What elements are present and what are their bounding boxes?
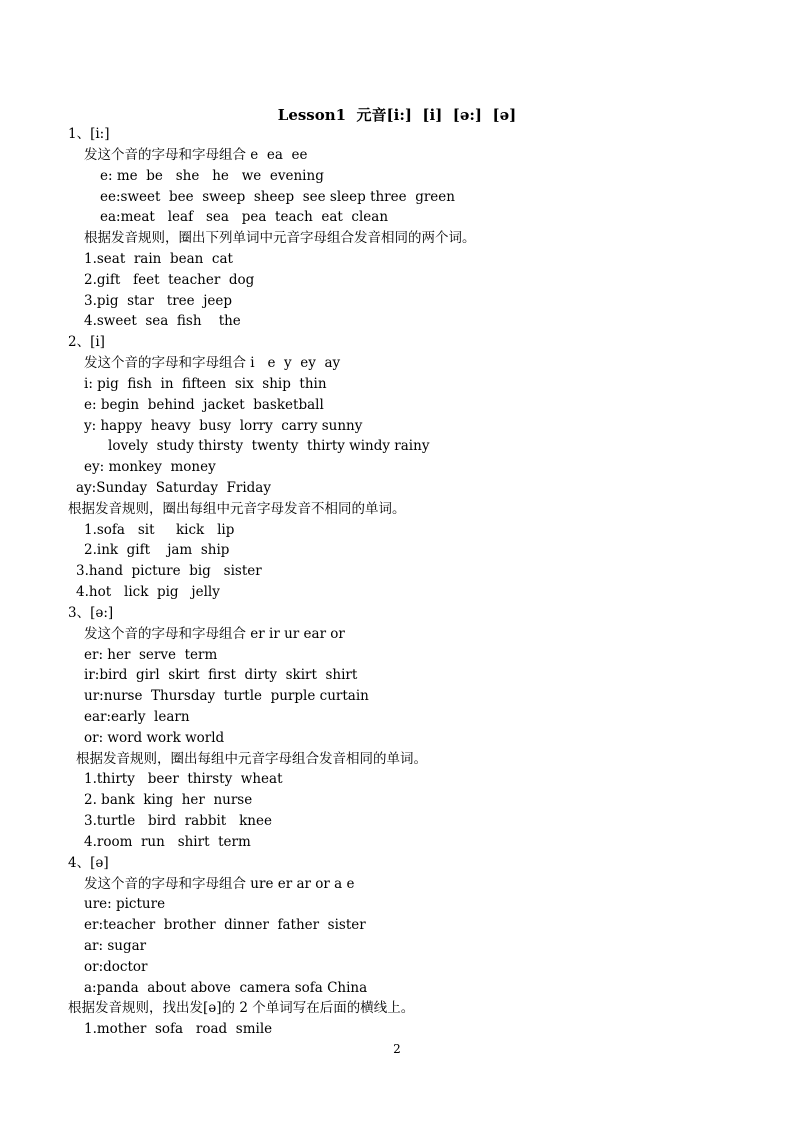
text-line: 1.seat rain bean cat [84, 250, 233, 267]
text-line: er:teacher brother dinner father sister [84, 917, 366, 934]
text-line: e: me be she he we evening [100, 167, 324, 184]
text-line: 2. bank king her nurse [84, 792, 253, 809]
text-line: 发这个音的字母和字母组合 ure er ar or a e [84, 875, 355, 892]
text-line: or: word work world [84, 729, 225, 746]
text-line: 3.hand picture big sister [76, 563, 262, 580]
text-line: ur:nurse Thursday turtle purple curtain [84, 688, 369, 705]
text-line: 3、[ə:] [68, 604, 114, 621]
text-line: 发这个音的字母和字母组合 er ir ur ear or [84, 625, 345, 642]
text-line: y: happy heavy busy lorry carry sunny [84, 417, 363, 434]
text-line: 根据发音规则，圈出每组中元音字母发音不相同的单词。 [68, 500, 406, 517]
lesson-title: Lesson1 元音[i:] [i] [ə:] [ə] [277, 106, 517, 124]
text-line: a:panda about above camera sofa China [84, 979, 368, 996]
text-line: 1、[i:] [68, 126, 110, 142]
text-line: ir:bird girl skirt first dirty skirt shirt [84, 667, 358, 684]
text-line: ear:early learn [84, 709, 190, 725]
text-line: 2.ink gift jam ship [84, 542, 230, 559]
text-line: ey: monkey money [84, 459, 216, 476]
text-line: lovely study thirsty twenty thirty windy rainy [108, 438, 430, 455]
text-line: 4.sweet sea fish the [84, 313, 241, 330]
text-line: er: her serve term [84, 646, 218, 663]
text-line: 根据发音规则，圈出每组中元音字母组合发音相同的单词。 [76, 750, 427, 767]
text-line: 发这个音的字母和字母组合 i e y ey ay [84, 355, 341, 371]
text-line: ay:Sunday Saturday Friday [76, 479, 271, 496]
text-line: e: begin behind jacket basketball [84, 396, 324, 413]
text-line: 2.gift feet teacher dog [84, 271, 255, 288]
text-line: 发这个音的字母和字母组合 e ea ee [84, 146, 308, 163]
text-line: 根据发音规则，圈出下列单词中元音字母组合发音相同的两个词。 [84, 230, 476, 247]
text-line: 4.room run shirt term [84, 833, 251, 850]
text-line: 1.mother sofa road smile [84, 1021, 273, 1038]
text-line: 2、[i] [68, 334, 105, 351]
text-line: 3.turtle bird rabbit knee [84, 813, 272, 830]
text-line: 3.pig star tree jeep [84, 292, 233, 309]
text-line: ure: picture [84, 896, 166, 913]
text-line: i: pig fish in fifteen six ship thin [84, 375, 327, 392]
text-line: 4.hot lick pig jelly [76, 584, 220, 600]
text-line: 4、[ə] [68, 854, 109, 871]
text-line: or:doctor [84, 958, 148, 975]
text-line: ea:meat leaf sea pea teach eat clean [100, 209, 389, 226]
page-number: 2 [393, 1042, 401, 1056]
text-line: ar: sugar [84, 938, 147, 954]
text-line: 根据发音规则，找出发[ə]的 2 个单词写在后面的横线上。 [68, 1000, 415, 1017]
text-line: 1.sofa sit kick lip [84, 521, 235, 538]
text-line: 1.thirty beer thirsty wheat [84, 771, 283, 788]
text-line: ee:sweet bee sweep sheep see sleep three green [100, 188, 455, 205]
